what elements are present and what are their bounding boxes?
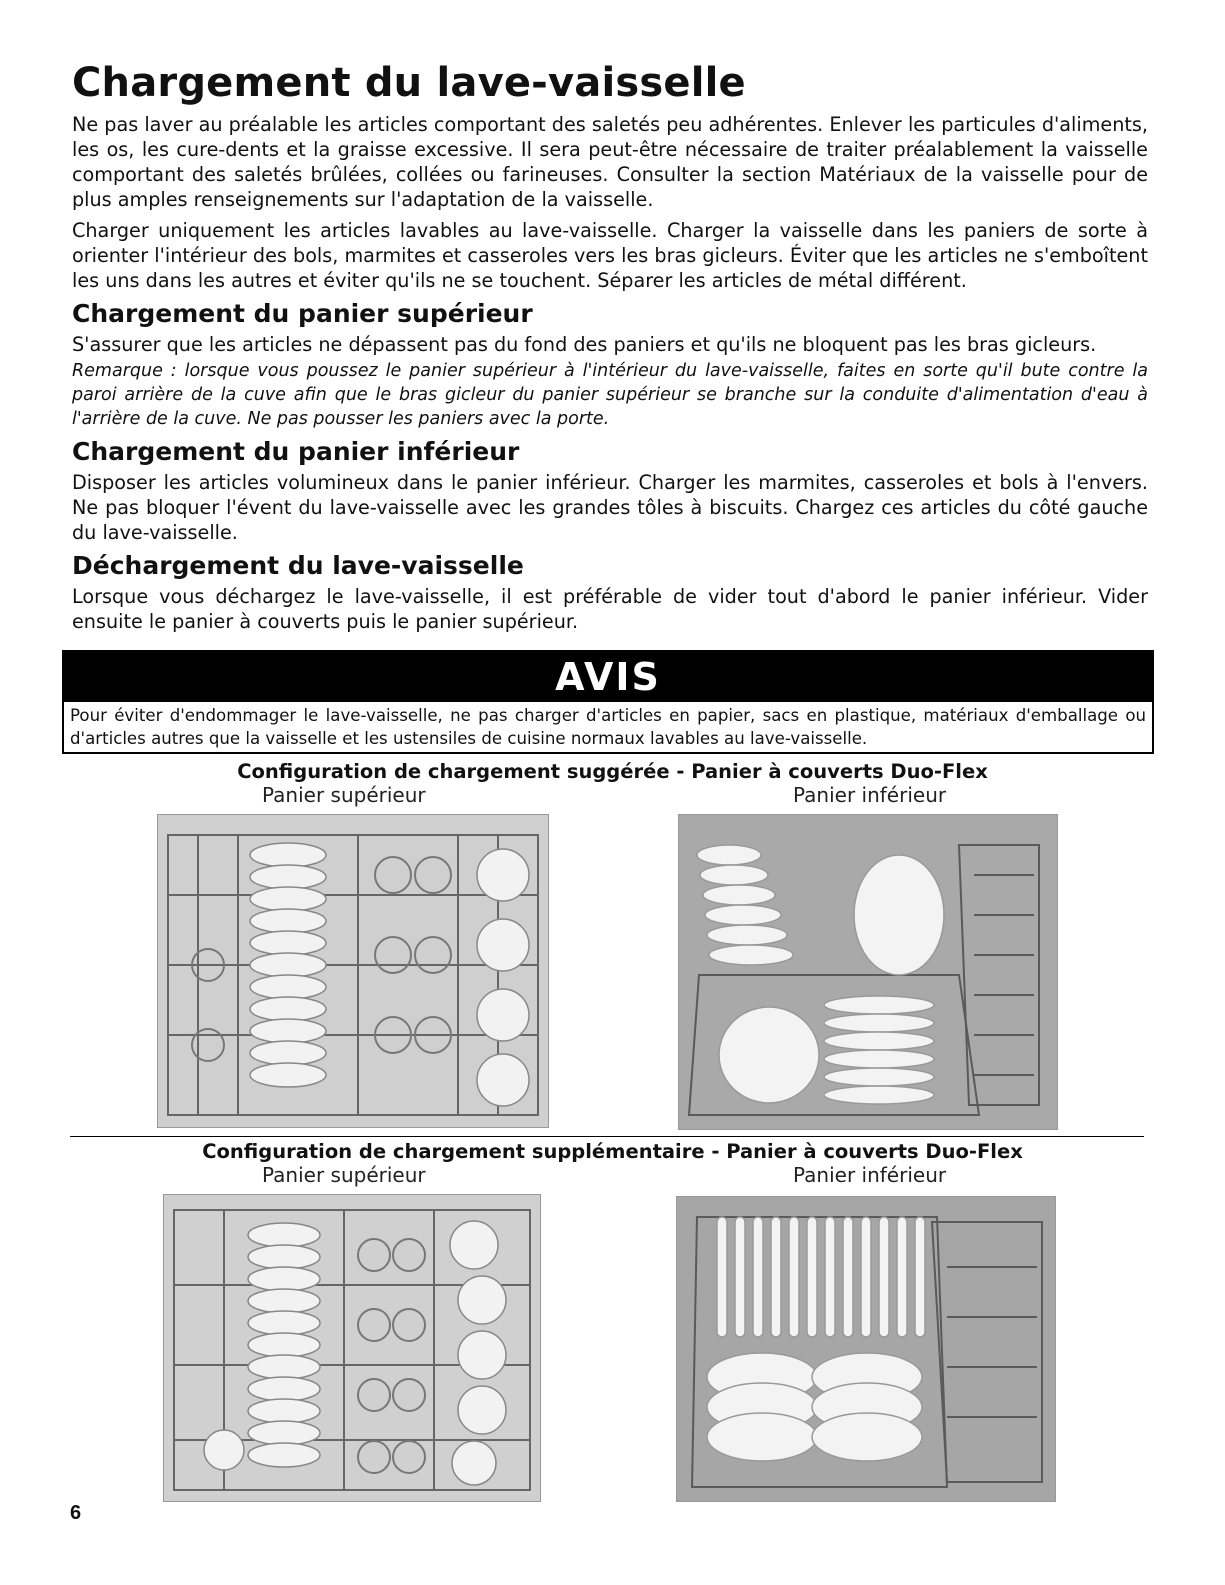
suggested-config-caption: Configuration de chargement suggérée - Panier à couverts Duo-Flex — [237, 760, 988, 783]
unloading-text: Lorsque vous déchargez le lave-vaisselle, il est préférable de vider tout d'abord le panier inférieur. Vider ensuite le panier à couverts puis le panier supérieur. — [72, 585, 1148, 633]
intro-paragraph-2: Charger uniquement les articles lavables au lave-vaisselle. Charger la vaisselle dans les paniers de sorte à orienter l'intérieur des bols, marmites et casseroles vers les bras gicleurs. Éviter que les articles ne s'emboîtent les uns dans les autres et éviter qu'ils ne se touchent. Séparer les articles de métal différent. — [72, 219, 1148, 292]
notice-box — [62, 650, 1154, 754]
lower-rack-text: Disposer les articles volumineux dans le panier inférieur. Charger les marmites, casseroles et bols à l'envers. Ne pas bloquer l'évent du lave-vaisselle avec les grandes tôles à biscuits. Chargez ces articles du côté gauche du lave-vaisselle. — [72, 471, 1148, 544]
page-number: 6 — [70, 1502, 82, 1524]
upper-rack-heading: Chargement du panier supérieur — [72, 299, 533, 328]
notice-title: AVIS — [64, 652, 1152, 702]
lower-rack-photo-2 — [676, 1196, 1056, 1502]
unloading-heading: Déchargement du lave-vaisselle — [72, 551, 524, 580]
notice-text: Pour éviter d'endommager le lave-vaisselle, ne pas charger d'articles en papier, sacs en plastique, matériaux d'emballage ou d'articles autres que la vaisselle et les ustensiles de cuisine normaux lavables au lave-vaisselle. — [70, 706, 1146, 748]
page-content — [72, 60, 1148, 640]
upper-rack-photo-2 — [163, 1194, 541, 1502]
upper-rack-photo-1 — [157, 814, 549, 1128]
lower-rack-photo-1 — [678, 814, 1058, 1130]
additional-config-caption: Configuration de chargement supplémentaire - Panier à couverts Duo-Flex — [202, 1140, 1023, 1163]
lower-rack-heading: Chargement du panier inférieur — [72, 437, 520, 466]
section-divider — [70, 1136, 1144, 1137]
suggested-upper-label: Panier supérieur — [262, 783, 426, 807]
upper-rack-note: Remarque : lorsque vous poussez le panier supérieur à l'intérieur du lave-vaisselle, faites en sorte qu'il bute contre la paroi arrière de la cuve afin que le bras gicleur du panier supérieur se branche sur la conduite d'alimentation d'eau à l'arrière de la cuve. Ne pas pousser les paniers avec la porte. — [72, 361, 1148, 429]
additional-lower-label: Panier inférieur — [793, 1163, 947, 1187]
page-title: Chargement du lave-vaisselle — [72, 60, 746, 106]
intro-paragraph-1: Ne pas laver au préalable les articles comportant des saletés peu adhérentes. Enlever les particules d'aliments, les os, les cure-dents et la graisse excessive. Il sera peut-être nécessaire de traiter préalablement la vaisselle comportant des saletés brûlées, collées ou farineuses. Consulter la section Matériaux de la vaisselle pour de plus amples renseignements sur l'adaptation de la vaisselle. — [72, 113, 1148, 211]
upper-rack-text: S'assurer que les articles ne dépassent pas du fond des paniers et qu'ils ne bloquent pas les bras gicleurs. — [72, 333, 1097, 356]
suggested-lower-label: Panier inférieur — [793, 783, 947, 807]
additional-upper-label: Panier supérieur — [262, 1163, 426, 1187]
